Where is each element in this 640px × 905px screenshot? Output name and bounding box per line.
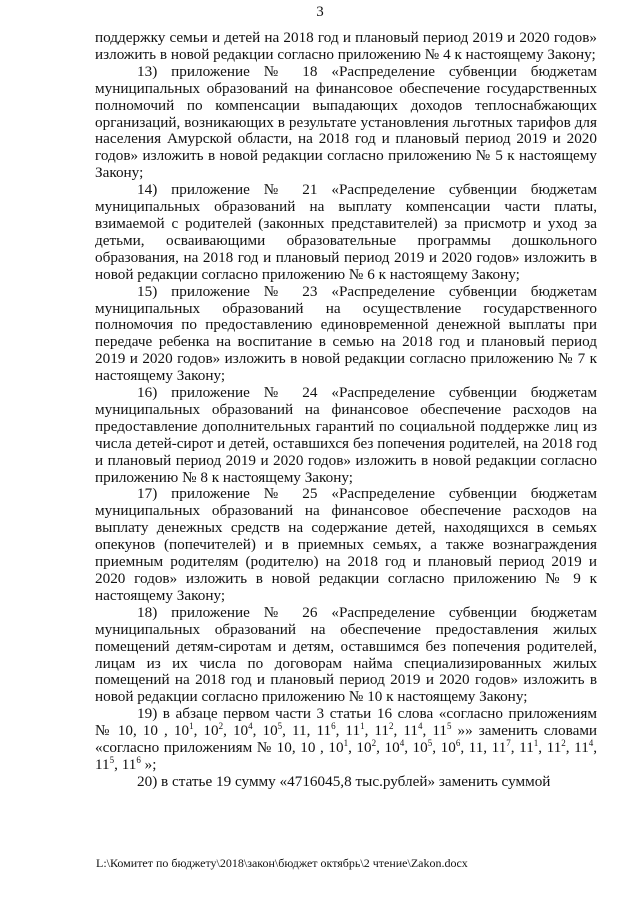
appendix-number: , 11 <box>335 722 361 740</box>
appendix-superscript: 1 <box>343 738 349 748</box>
appendix-number: , 11, 11 <box>282 722 332 740</box>
appendix-number: , 10 <box>252 722 278 740</box>
appendix-superscript: 1 <box>360 721 365 732</box>
item-19-lead: 19) в абзаце первом части 3 статьи 16 слова «согласно приложениям № 10, 10 <box>95 705 597 740</box>
appendix-superscript: 5 <box>446 721 452 732</box>
paragraph-item-16: 16) приложение № 24 «Распределение субвенции бюджетам муниципальных образований на финансовое обеспечение расходов на предоставление дополнительных гарантий по социальной поддержке лиц из числа детей-сирот и детей, оставшихся без попечения родителей, на 2018 год и плановый период 2019 и 2020 годов» изложить в новой редакции согласно приложению № 8 к настоящему Закону; <box>95 384 597 486</box>
appendix-superscript: 4 <box>399 738 405 748</box>
paragraph-item-14: 14) приложение № 21 «Распределение субвенции бюджетам муниципальных образований на выплату компенсации части платы, взимаемой с родителей (законных представителей) за присмотр и уход за детьми, осваивающими образовательные программы дошкольного образования, на 2018 год и плановый период 2019 и 2020 годов» изложить в новой редакции согласно приложению № 6 к настоящему Закону; <box>95 181 597 283</box>
appendix-number: , 11 <box>364 722 390 740</box>
appendix-number: , 10 <box>404 739 428 757</box>
appendix-number: , 11, 11 <box>460 739 507 757</box>
appendix-superscript: 5 <box>427 738 433 748</box>
appendix-superscript: 4 <box>248 721 253 732</box>
document-body <box>95 30 597 791</box>
appendix-superscript: 4 <box>588 738 594 748</box>
paragraph-item-13: 13) приложение № 18 «Распределение субвенции бюджетам муниципальных образований на финансовое обеспечение государственных полномочий по компенсации выпадающих доходов теплоснабжающих организаций, возникающих в результате установления льготных тарифов для населения Амурской области, на 2018 год и плановый период 2019 и 2020 годов» изложить в новой редакции согласно приложению № 5 к настоящему Закону; <box>95 62 597 182</box>
appendix-number: , 11 <box>422 722 447 740</box>
appendix-number: , 10 <box>376 739 400 757</box>
appendix-superscript: 6 <box>455 738 461 748</box>
appendix-number: , 10 <box>432 739 456 757</box>
appendix-number: , 10 <box>193 722 219 740</box>
appendix-superscript: 5 <box>109 754 115 765</box>
appendix-number: , 11 <box>114 755 137 773</box>
appendix-superscript: 5 <box>277 721 283 732</box>
appendix-superscript: 2 <box>561 738 566 748</box>
appendix-number: , 10 <box>164 722 190 740</box>
appendix-superscript: 2 <box>218 721 224 732</box>
appendix-superscript: 4 <box>418 721 423 732</box>
appendix-number: , 11 <box>565 739 589 757</box>
appendix-superscript: 6 <box>331 721 336 732</box>
paragraph-item-18: 18) приложение № 26 «Распределение субвенции бюджетам муниципальных образований на обеспечение предоставления жилых помещений детям-сиротам и детям, оставшимся без попечения родителей, лицам из их числа по договорам найма специализированных жилых помещений на 2018 год и плановый период 2019 и 2020 годов» изложить в новой редакции согласно приложению № 10 к настоящему Закону; <box>95 603 597 706</box>
appendix-number: , 11 <box>510 739 534 757</box>
item-19-old-appendix-list <box>164 722 451 739</box>
paragraph-continuation: поддержку семьи и детей на 2018 год и плановый период 2019 и 2020 годов» изложить в новой редакции согласно приложению № 4 к настоящему Закону; <box>95 29 597 63</box>
page-number: 3 <box>316 4 324 20</box>
item-19-mid: »» заменить словами «согласно приложениям № 10, 10 <box>95 722 598 757</box>
appendix-superscript: 1 <box>189 721 194 732</box>
paragraph-item-19 <box>95 706 597 774</box>
item-19-tail: »; <box>144 755 157 773</box>
appendix-number: , 11 <box>95 739 598 773</box>
appendix-superscript: 1 <box>533 738 539 748</box>
footer-file-path: L:\Комитет по бюджету\2018\закон\бюджет октябрь\2 чтение\Zakon.docx <box>96 856 468 870</box>
appendix-superscript: 6 <box>136 754 141 765</box>
appendix-superscript: 2 <box>389 721 394 732</box>
appendix-number: , 11 <box>393 722 418 740</box>
appendix-superscript: 2 <box>371 738 377 748</box>
paragraph-item-17: 17) приложение № 25 «Распределение субвенции бюджетам муниципальных образований на финансовое обеспечение расходов на выплату денежных средств на содержание детей, находящихся в семьях опекунов (попечителей) и в приемных семьях, а также вознаграждения приемным родителям (родителю) на 2018 год и плановый период 2019 и 2020 годов» изложить в новой редакции согласно приложению № 9 к настоящему Закону; <box>95 485 597 604</box>
appendix-number: , 10 <box>223 722 249 740</box>
appendix-superscript: 7 <box>506 738 511 748</box>
appendix-number: , 10 <box>348 739 372 757</box>
paragraph-item-15: 15) приложение № 23 «Распределение субвенции бюджетам муниципальных образований на осуществление государственного полномочия по предоставлению единовременной денежной выплаты при передаче ребенка на воспитание в семью на 2018 год и плановый период 2019 и 2020 годов» изложить в новой редакции согласно приложению № 7 к настоящему Закону; <box>95 282 597 385</box>
paragraph-item-20: 20) в статье 19 сумму «4716045,8 тыс.рублей» заменить суммой <box>137 772 551 790</box>
appendix-number: , 11 <box>538 739 562 757</box>
appendix-number: , 10 <box>320 739 344 757</box>
